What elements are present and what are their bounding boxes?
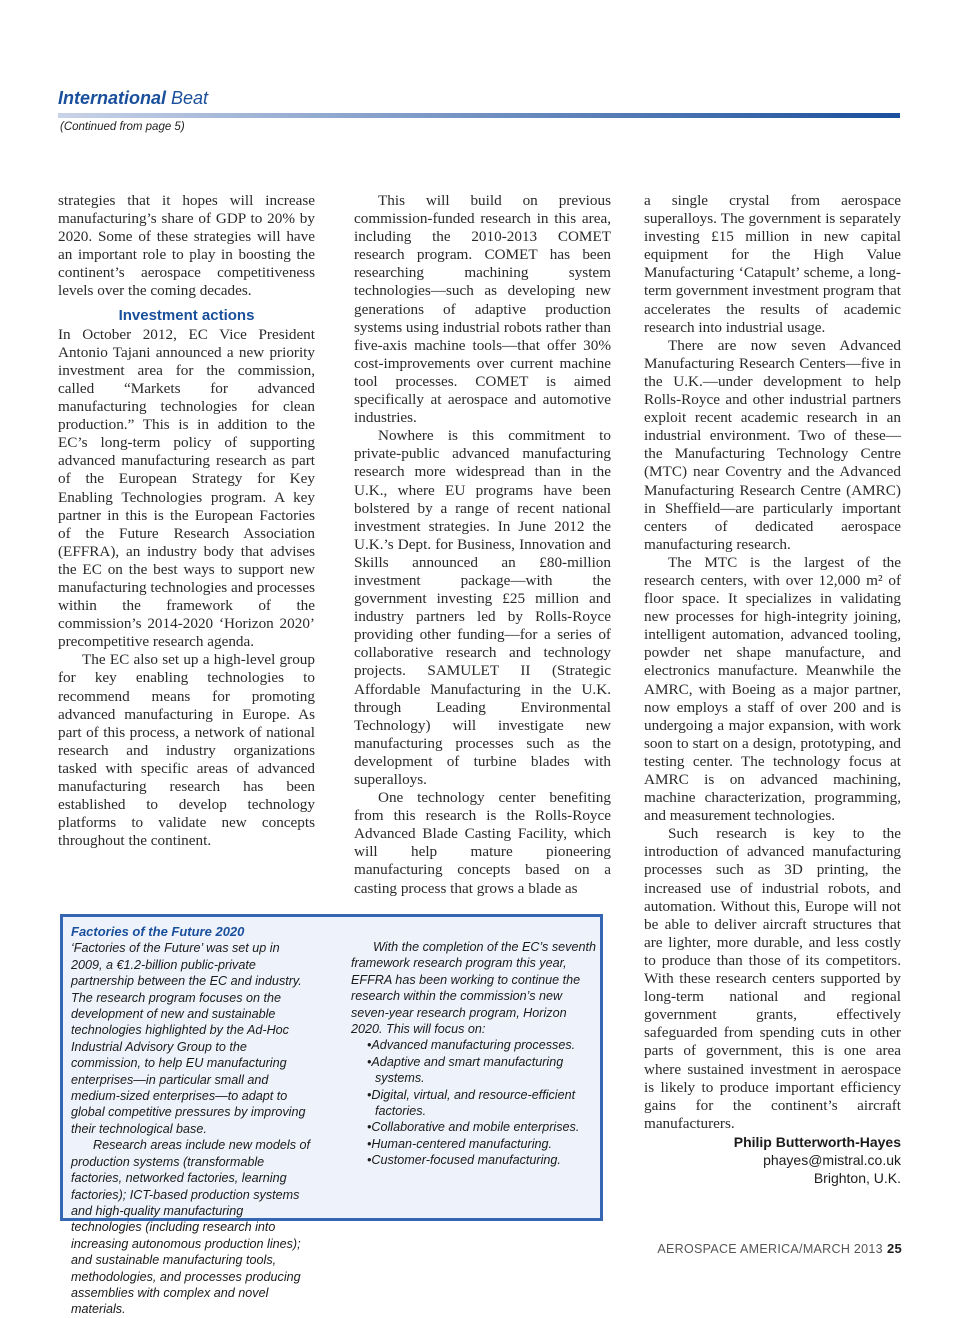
continued-note: (Continued from page 5)	[60, 121, 185, 133]
section-title	[58, 88, 208, 108]
sidebar-left-column	[71, 924, 311, 1318]
author-signature	[644, 1133, 901, 1187]
page-footer	[657, 1241, 902, 1256]
header-rule	[58, 113, 900, 118]
paragraph: Such research is key to the introduction of advanced manufacturing processes such as 3D printing, the increased use of industrial robots, and automation. Without this, Europe will not be able to deliver aircraft structures that are lighter, more durable, and less costly to produce than those of its competitors. With these research centers supported by long-term national and regional government grants, effectively safeguarded from spending cuts in other parts of government, this is one area where sustained investment in aerospace is likely to produce important efficiency gains for the continent’s aircraft manufacturers.	[644, 825, 901, 1132]
paragraph: The EC also set up a high-level group for key enabling technologies to recommend means for promoting advanced manufacturing in Europe. As part of this process, a network of national research and industry organizations tasked with specific areas of advanced manufacturing research has been established to develop technology platforms to validate new concepts throughout the continent.	[58, 651, 315, 850]
subheading: Investment actions	[118, 306, 255, 324]
list-item: •Adaptive and smart manufacturing systems.	[367, 1054, 564, 1086]
section-title-rest: Beat	[171, 88, 209, 108]
paragraph: Nowhere is this commitment to private-public advanced manufacturing research more widespread than in the U.K., where EU programs have been bolstered by a range of recent national investment strategies. In June 2012 the U.K.’s Dept. for Business, Innovation and Skills announced an £80-million investment package—with the government investing £25 million and industry partners led by Rolls-Royce providing other funding—for a series of collaborative research and technology projects. SAMULET II (Strategic Affordable Manufacturing in the U.K. through Leading Environmental Technology) will investigate new manufacturing processes such as the development of turbine blades with superalloys.	[354, 427, 611, 788]
sidebar-title: Factories of the Future 2020	[71, 924, 245, 939]
list-item: •Digital, virtual, and resource-efficient factories.	[367, 1087, 576, 1119]
paragraph: One technology center benefiting from this research is the Rolls-Royce Advanced Blade Casting Facility, which will help mature pioneering manufacturing concepts based on a casting process that grows a blade as	[354, 789, 611, 897]
list-item: •Customer-focused manufacturing.	[367, 1153, 561, 1168]
column-3	[644, 192, 901, 1187]
paragraph: The MTC is the largest of the research centers, with over 12,000 m² of floor space. It specializes in validating new processes for high-integrity joining, intelligent automation, advanced tooling, powder net shape manufacture, and electronics manufacture. Meanwhile the AMRC, with Boeing as a major partner, now employs a staff of over 200 and is undergoing a major expansion, with work soon to start on a design, prototyping, and testing center. The technology focus at AMRC is on advanced machining, machine characterization, programming, and measurement technologies.	[644, 553, 901, 825]
publication-name: AEROSPACE AMERICA/MARCH 2013	[657, 1242, 883, 1256]
sidebar-paragraph: With the completion of the EC’s seventh framework research program this year, EFFRA has been working to continue the research within the commission’s new seven-year research program, Horizon 2020. This will focus on:	[351, 940, 596, 1037]
paragraph: In October 2012, EC Vice President Antonio Tajani announced a new priority investment area for the commission, called “Markets for advanced manufacturing technologies for clean production.” This is in addition to the EC’s long-term policy of supporting advanced manufacturing research as part of the European Strategy for Key Enabling Technologies program. A key partner in this is the European Factories of the Future Research Association (EFFRA), an industry body that advises the EC on the best ways to support new manufacturing technologies and processes within the framework of the commission’s 2014-2020 ‘Horizon 2020’ precompetitive research agenda.	[58, 325, 315, 651]
sidebar-paragraph: Research areas include new models of production systems (transformable factories, networked factories, learning factories); ICT-based production systems and high-quality manufacturing technologies (including research into increasing autonomous production lines); and sustainable manufacturing tools, methodologies, and processes producing assemblies with complex and novel materials.	[71, 1138, 311, 1317]
author-location: Brighton, U.K.	[813, 1170, 901, 1187]
page-number: 25	[886, 1241, 902, 1256]
column-2	[354, 192, 611, 898]
paragraph: There are now seven Advanced Manufacturing Research Centers—five in the U.K.—under development to help Rolls-Royce and other industrial partners exploit recent academic research in an industrial environment. Two of these—the Manufacturing Technology Centre (MTC) near Coventry and the Advanced Manufacturing Research Centre (AMRC) in Sheffield—are particularly important centers of dedicated aerospace manufacturing research.	[644, 336, 901, 553]
sidebar-right-column	[351, 939, 596, 1169]
paragraph: This will build on previous commission-funded research in this area, including the 2010-2013 COMET research program. COMET has been researching machining system technologies—such as developing new generations of adaptive production systems using industrial robots rather than five-axis machine tools—that offer 30% cost-improvements over current machine tool processes. COMET is aimed specifically at aerospace and automotive industries.	[354, 192, 611, 427]
section-header	[58, 88, 208, 109]
sidebar-paragraph: ‘Factories of the Future’ was set up in 2009, a €1.2-billion public-private partnership between the EC and industry. The research program focuses on the development of new and sustainable technologies highlighted by the Ad-Hoc Industrial Advisory Group to the commission, to help EU manufacturing enterprises—in particular small and medium-sized enterprises—to adapt to global competitive pressures by improving their technological base.	[71, 941, 306, 1136]
author-name: Philip Butterworth-Hayes	[733, 1133, 901, 1150]
column-1	[58, 192, 315, 850]
list-item: •Collaborative and mobile enterprises.	[367, 1120, 580, 1135]
paragraph: a single crystal from aerospace superalloys. The government is separately investing £15 million in new capital equipment for the High Value Manufacturing ‘Catapult’ scheme, a long-term government investment program that accelerates the results of academic research into industrial usage.	[644, 192, 901, 336]
list-item: •Human-centered manufacturing.	[367, 1136, 553, 1151]
list-item: •Advanced manufacturing processes.	[367, 1038, 576, 1053]
focus-list	[351, 1037, 596, 1168]
paragraph: strategies that it hopes will increase manufacturing’s share of GDP to 20% by 2020. Some of these strategies will have an important role to play in boosting the continent’s aerospace competitiveness levels over the coming decades.	[58, 192, 315, 300]
section-title-bold: International	[58, 88, 167, 108]
author-email: phayes@mistral.co.uk	[763, 1151, 901, 1168]
sidebar-box	[60, 914, 603, 1317]
